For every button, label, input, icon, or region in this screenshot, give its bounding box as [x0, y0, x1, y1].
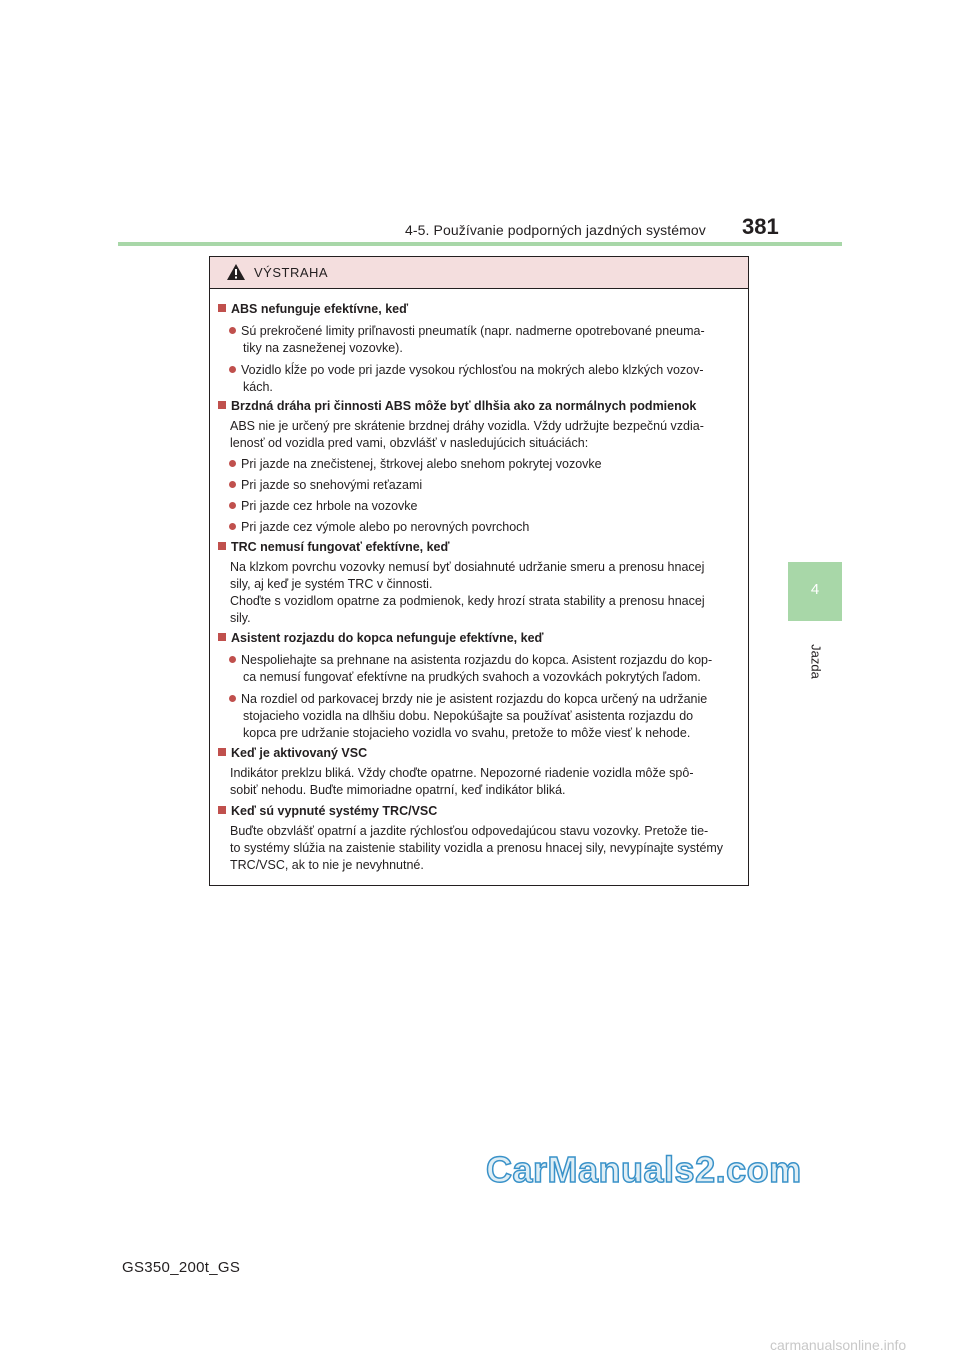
bullet-icon — [229, 460, 236, 467]
paragraph-line: sobiť nehodu. Buďte mimoriadne opatrní, keď indikátor bliká. — [230, 783, 566, 797]
header-rule — [118, 242, 842, 246]
section-heading: ABS nefunguje efektívne, keď — [218, 302, 408, 316]
paragraph-line: Buďte obzvlášť opatrní a jazdite rýchlosťou odpovedajúcou stavu vozovky. Pretože tie- — [230, 824, 709, 838]
list-item: Pri jazde cez výmole alebo po nerovných povrchoch — [229, 519, 529, 536]
bullet-icon — [229, 656, 236, 663]
bullet-icon — [229, 502, 236, 509]
list-item: Pri jazde cez hrbole na vozovke — [229, 498, 417, 515]
list-item: Sú prekročené limity priľnavosti pneumatík (napr. nadmerne opotrebované pneuma- — [229, 323, 705, 340]
chapter-tab — [788, 562, 842, 621]
footer-model: GS350_200t_GS — [122, 1259, 241, 1276]
list-item: Na rozdiel od parkovacej brzdy nie je asistent rozjazdu do kopca určený na udržanie — [229, 691, 707, 708]
warning-box — [209, 256, 749, 886]
paragraph-line: sily. — [230, 611, 251, 625]
paragraph-line: Na klzkom povrchu vozovky nemusí byť dosiahnuté udržanie smeru a prenosu hnacej — [230, 560, 705, 574]
list-item-cont: ca nemusí fungovať efektívne na prudkých svahoch a vozovkách pokrytých ľadom. — [243, 670, 701, 684]
bullet-icon — [229, 366, 236, 373]
bullet-icon — [229, 481, 236, 488]
paragraph-line: ABS nie je určený pre skrátenie brzdnej dráhy vozidla. Vždy udržujte bezpečnú vzdia- — [230, 419, 704, 433]
list-item: Pri jazde na znečistenej, štrkovej alebo snehom pokrytej vozovke — [229, 456, 602, 473]
bullet-icon — [229, 523, 236, 530]
section-heading: Asistent rozjazdu do kopca nefunguje efektívne, keď — [218, 631, 544, 645]
list-item: Nespoliehajte sa prehnane na asistenta rozjazdu do kopca. Asistent rozjazdu do kop- — [229, 652, 712, 669]
watermark-logo: CarManuals2.com — [486, 1149, 802, 1190]
section-heading: Keď sú vypnuté systémy TRC/VSC — [218, 804, 437, 818]
warning-header — [210, 257, 748, 289]
list-item-cont: kopca pre udržanie stojacieho vozidla vo svahu, pretože to môže viesť k nehode. — [243, 726, 691, 740]
list-item-cont: tiky na zasneženej vozovke). — [243, 341, 403, 355]
chapter-tab-number: 4 — [810, 581, 820, 598]
paragraph-line: to systémy slúžia na zaistenie stability vozidla a prenosu hnacej sily, nevypínajte systémy — [230, 841, 724, 855]
warning-title: VÝSTRAHA — [254, 265, 329, 280]
list-item-cont: kách. — [243, 380, 273, 394]
list-item: Vozidlo kĺže po vode pri jazde vysokou rýchlosťou na mokrých alebo klzkých vozov- — [229, 362, 704, 379]
watermark-text: carmanualsonline.info — [770, 1337, 907, 1353]
paragraph-line: Choďte s vozidlom opatrne za podmienok, kedy hrozí strata stability a prenosu hnacej — [230, 594, 705, 608]
bullet-icon — [229, 327, 236, 334]
header-title: 4-5. Používanie podporných jazdných systémov — [405, 222, 706, 238]
chapter-side-label: Jazda — [808, 644, 824, 679]
section-heading: Keď je aktivovaný VSC — [218, 746, 367, 760]
paragraph-line: TRC/VSC, ak to nie je nevyhnutné. — [230, 858, 424, 872]
list-item-cont: stojacieho vozidla na dlhšiu dobu. Nepokúšajte sa používať asistenta rozjazdu do — [243, 709, 694, 723]
section-heading: TRC nemusí fungovať efektívne, keď — [218, 540, 450, 554]
page-number: 381 — [742, 214, 779, 239]
paragraph-line: lenosť od vozidla pred vami, obzvlášť v nasledujúcich situáciách: — [230, 436, 589, 450]
paragraph-line: sily, aj keď je systém TRC v činnosti. — [230, 577, 433, 591]
paragraph-line: Indikátor preklzu bliká. Vždy choďte opatrne. Nepozorné riadenie vozidla môže spô- — [230, 766, 694, 780]
section-heading: Brzdná dráha pri činnosti ABS môže byť dlhšia ako za normálnych podmienok — [218, 399, 696, 413]
bullet-icon — [229, 695, 236, 702]
list-item: Pri jazde so snehovými reťazami — [229, 477, 422, 494]
warning-triangle-icon — [226, 263, 246, 281]
